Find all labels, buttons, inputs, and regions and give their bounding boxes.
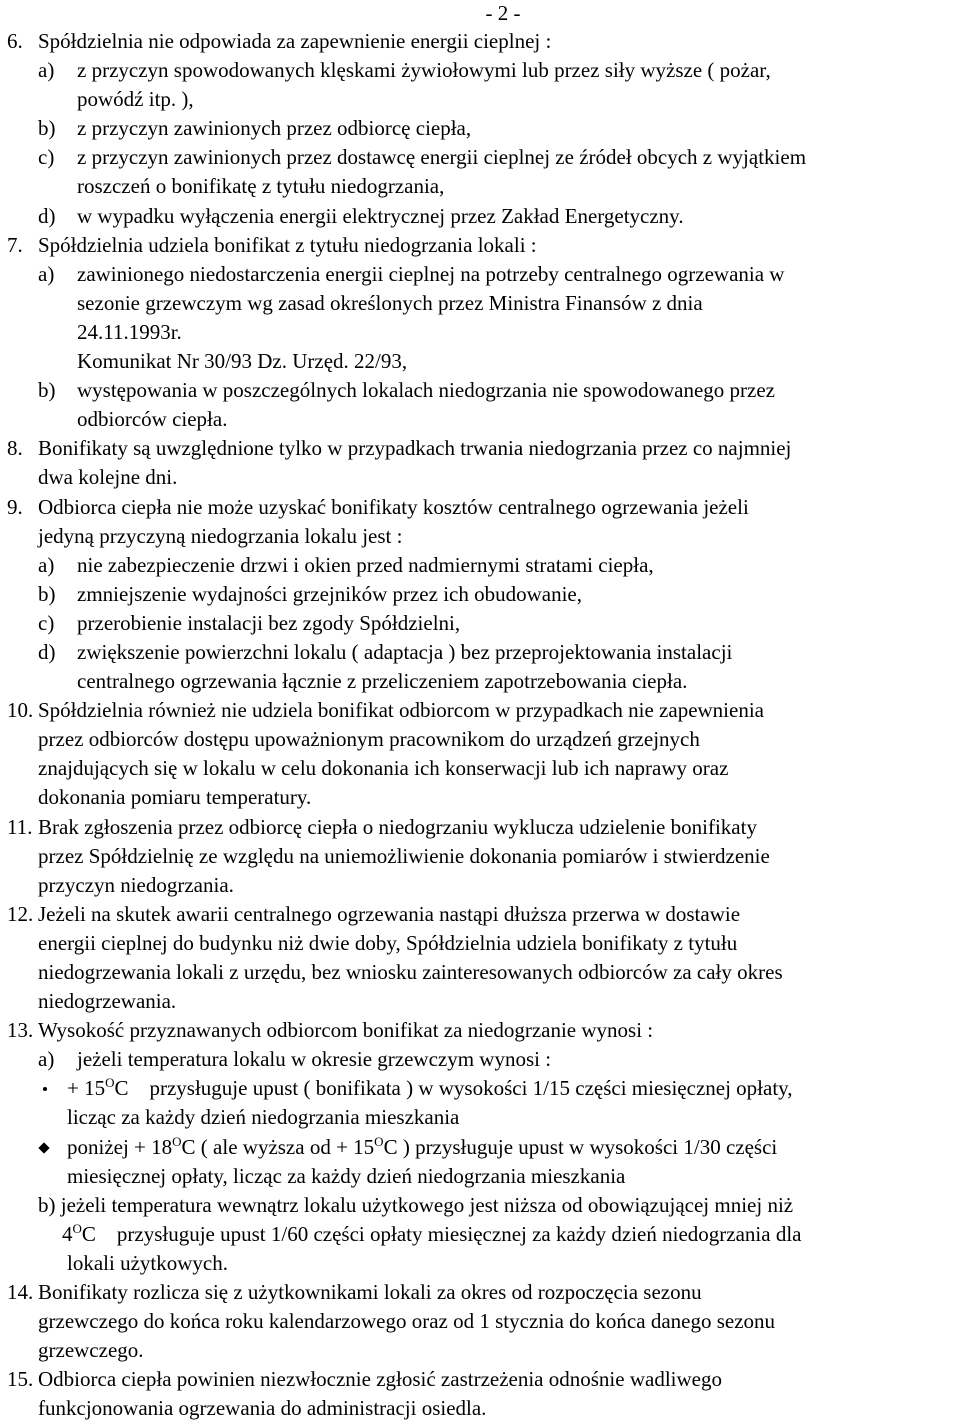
item-text: Odbiorca ciepła powinien niezwłocznie zgłosić zastrzeżenia odnośnie wadliwego (38, 1367, 722, 1392)
item-text: przez odbiorców dostępu upoważnionym pracownikom do urządzeń grzejnych (38, 727, 700, 752)
item-text: niedogrzewania. (38, 989, 177, 1014)
item-text: przyczyn niedogrzania. (38, 872, 234, 897)
item-text: przez Spółdzielnię ze względu na uniemożliwienie dokonania pomiarów i stwierdzenie (38, 843, 770, 868)
item-text: Spółdzielnia również nie udziela bonifikat odbiorcom w przypadkach nie zapewnienia (38, 698, 764, 723)
subitem-label: a) (38, 1047, 55, 1072)
subitem-label: c) (38, 610, 55, 635)
bullet-dot-icon (43, 1087, 47, 1091)
list-item-13 (0, 1016, 960, 1045)
item-text: niedogrzewania lokali z urzędu, bez wniosku zainteresowanych odbiorców za cały okres (38, 960, 783, 984)
subitem-13b-cont (0, 1249, 960, 1278)
subitem-label: b) (38, 116, 56, 141)
item-text: Spółdzielnia nie odpowiada za zapewnienie energii cieplnej : (38, 29, 552, 53)
list-item-9 (0, 493, 960, 522)
list-item-9-cont (0, 522, 960, 551)
subitem-6c-cont (0, 172, 960, 201)
subitem-text: 24.11.1993r. (77, 319, 182, 344)
subitem-label: b) (38, 581, 56, 606)
item-text: grzewczego do końca roku kalendarzowego oraz od 1 stycznia do końca danego sezonu (38, 1309, 776, 1334)
subitem-13b-cont (0, 1220, 960, 1249)
subitem-9d-cont (0, 667, 960, 696)
subitem-label: b) (38, 378, 56, 403)
subitem-text: b) jeżeli temperatura wewnątrz lokalu użytkowego jest niższa od obowiązującej mniej niż (38, 1192, 794, 1217)
item-text: Bonifikaty są uwzględnione tylko w przypadkach trwania niedogrzania przez co najmniej (38, 436, 792, 461)
subitem-text: zmniejszenie wydajności grzejników przez ich obudowanie, (77, 581, 582, 606)
subitem-text: zwiększenie powierzchni lokalu ( adaptacja ) bez przeprojektowania instalacji (77, 639, 733, 664)
list-item-14-cont (0, 1336, 960, 1365)
item-text: znajdujących się w lokalu w celu dokonania ich konserwacji lub ich naprawy oraz (38, 756, 729, 781)
list-item-6 (0, 27, 960, 56)
item-text: funkcjonowania ogrzewania do administracji osiedla. (38, 1396, 487, 1421)
bullet-diamond-icon (38, 1142, 49, 1153)
list-item-15 (0, 1365, 960, 1394)
subitem-7b (0, 376, 960, 405)
subitem-6a-cont (0, 85, 960, 114)
item-text: Wysokość przyznawanych odbiorcom bonifikat za niedogrzanie wynosi : (38, 1018, 654, 1043)
item-number: 10. (7, 698, 34, 723)
item-text: Jeżeli na skutek awarii centralnego ogrzewania nastąpi dłuższa przerwa w dostawie (38, 901, 741, 926)
list-item-14-cont (0, 1307, 960, 1336)
list-item-11 (0, 813, 960, 842)
list-item-10-cont (0, 783, 960, 812)
list-item-12-cont (0, 929, 960, 958)
list-item-7 (0, 231, 960, 260)
bullet-text: licząc za każdy dzień niedogrzania mieszkania (67, 1105, 460, 1130)
item-text: dokonania pomiaru temperatury. (38, 785, 312, 810)
item-number: 12. (7, 901, 34, 926)
item-number: 15. (7, 1367, 34, 1392)
item-text: dwa kolejne dni. (38, 465, 178, 490)
subitem-6b (0, 114, 960, 143)
subitem-6d (0, 202, 960, 231)
subitem-text: $4^OC$ przysługuje upust 1/60 części opłaty miesięcznej za każdy dzień niedogrzania dla (62, 1220, 802, 1246)
item-number: 14. (7, 1280, 34, 1305)
subitem-text: nie zabezpieczenie drzwi i okien przed nadmiernymi stratami ciepła, (77, 552, 654, 577)
item-text: Spółdzielnia udziela bonifikat z tytułu niedogrzania lokali : (38, 232, 537, 257)
subitem-text: Komunikat Nr 30/93 Dz. Urzęd. 22/93, (77, 349, 408, 374)
subitem-9d (0, 638, 960, 667)
subitem-label: a) (38, 552, 55, 577)
subitem-6a (0, 56, 960, 85)
list-item-10-cont (0, 725, 960, 754)
subitem-text: roszczeń o bonifikatę z tytułu niedogrzania, (77, 174, 445, 199)
list-item-11-cont (0, 871, 960, 900)
subitem-7a (0, 260, 960, 289)
list-item-11-cont (0, 842, 960, 871)
list-item-8 (0, 434, 960, 463)
subitem-7a-cont (0, 289, 960, 318)
subitem-7b-cont (0, 405, 960, 434)
subitem-text: sezonie grzewczym wg zasad określonych przez Ministra Finansów z dnia (77, 290, 703, 315)
subitem-label: a) (38, 58, 55, 83)
subitem-text: zawinionego niedostarczenia energii cieplnej na potrzeby centralnego ogrzewania w (77, 261, 785, 286)
list-item-8-cont (0, 463, 960, 492)
subitem-text: z przyczyn spowodowanych klęskami żywiołowymi lub przez siły wyższe ( pożar, (77, 58, 771, 83)
subitem-text: jeżeli temperatura lokalu w okresie grzewczym wynosi : (77, 1047, 552, 1072)
subitem-7a-cont (0, 318, 960, 347)
bullet-text: + $15^OC$ przysługuje upust ( bonifikata ) w wysokości 1/15 części miesięcznej opłaty, (67, 1075, 793, 1101)
list-item-12-cont (0, 958, 960, 987)
bullet-text: miesięcznej opłaty, licząc za każdy dzień niedogrzania mieszkania (67, 1163, 626, 1188)
item-text: Brak zgłoszenia przez odbiorcę ciepła o niedogrzaniu wyklucza udzielenie bonifikaty (38, 814, 757, 839)
subitem-text: przerobienie instalacji bez zgody Spółdzielni, (77, 610, 461, 635)
subitem-text: z przyczyn zawinionych przez odbiorcę ciepła, (77, 116, 472, 141)
list-item-12-cont (0, 987, 960, 1016)
subitem-label: d) (38, 639, 56, 664)
list-item-10 (0, 696, 960, 725)
item-number: 6. (7, 29, 23, 53)
bullet-item-1-cont (0, 1103, 960, 1132)
list-item-15-cont (0, 1394, 960, 1423)
document-body (0, 27, 960, 1424)
subitem-text: centralnego ogrzewania łącznie z przeliczeniem zapotrzebowania ciepła. (77, 669, 688, 694)
item-text: Odbiorca ciepła nie może uzyskać bonifikaty kosztów centralnego ogrzewania jeżeli (38, 494, 749, 519)
item-number: 7. (7, 232, 23, 257)
subitem-text: z przyczyn zawinionych przez dostawcę energii cieplnej ze źródeł obcych z wyjątkiem (77, 145, 807, 170)
subitem-label: d) (38, 203, 56, 228)
subitem-13a (0, 1045, 960, 1074)
subitem-9a (0, 551, 960, 580)
subitem-text: lokali użytkowych. (67, 1250, 228, 1275)
subitem-7a-cont (0, 347, 960, 376)
page-number: - 2 - (485, 1, 521, 25)
subitem-label: a) (38, 261, 55, 286)
item-text: jedyną przyczyną niedogrzania lokalu jest : (38, 523, 403, 548)
subitem-text: powódź itp. ), (77, 87, 194, 112)
item-number: 13. (7, 1018, 34, 1043)
bullet-item-1 (0, 1074, 960, 1103)
subitem-13b (0, 1191, 960, 1220)
item-number: 8. (7, 436, 23, 461)
bullet-item-2 (0, 1133, 960, 1162)
subitem-text: odbiorców ciepła. (77, 407, 228, 432)
bullet-item-2-cont (0, 1162, 960, 1191)
item-number: 11. (7, 814, 33, 839)
subitem-label: c) (38, 145, 55, 170)
subitem-text: w wypadku wyłączenia energii elektrycznej przez Zakład Energetyczny. (77, 203, 684, 228)
list-item-14 (0, 1278, 960, 1307)
subitem-9c (0, 609, 960, 638)
bullet-text: poniżej + $18^OC$ ( ale wyższa od + $15^OC$ ) przysługuje upust w wysokości 1/30 części (67, 1133, 778, 1159)
item-text: Bonifikaty rozlicza się z użytkownikami lokali za okres od rozpoczęcia sezonu (38, 1280, 702, 1305)
list-item-10-cont (0, 754, 960, 783)
subitem-text: występowania w poszczególnych lokalach niedogrzania nie spowodowanego przez (77, 378, 775, 403)
subitem-9b (0, 580, 960, 609)
item-text: grzewczego. (38, 1338, 144, 1363)
item-text: energii cieplnej do budynku niż dwie doby, Spółdzielnia udziela bonifikaty z tytułu (38, 930, 738, 955)
item-number: 9. (7, 494, 23, 519)
list-item-12 (0, 900, 960, 929)
subitem-6c (0, 143, 960, 172)
